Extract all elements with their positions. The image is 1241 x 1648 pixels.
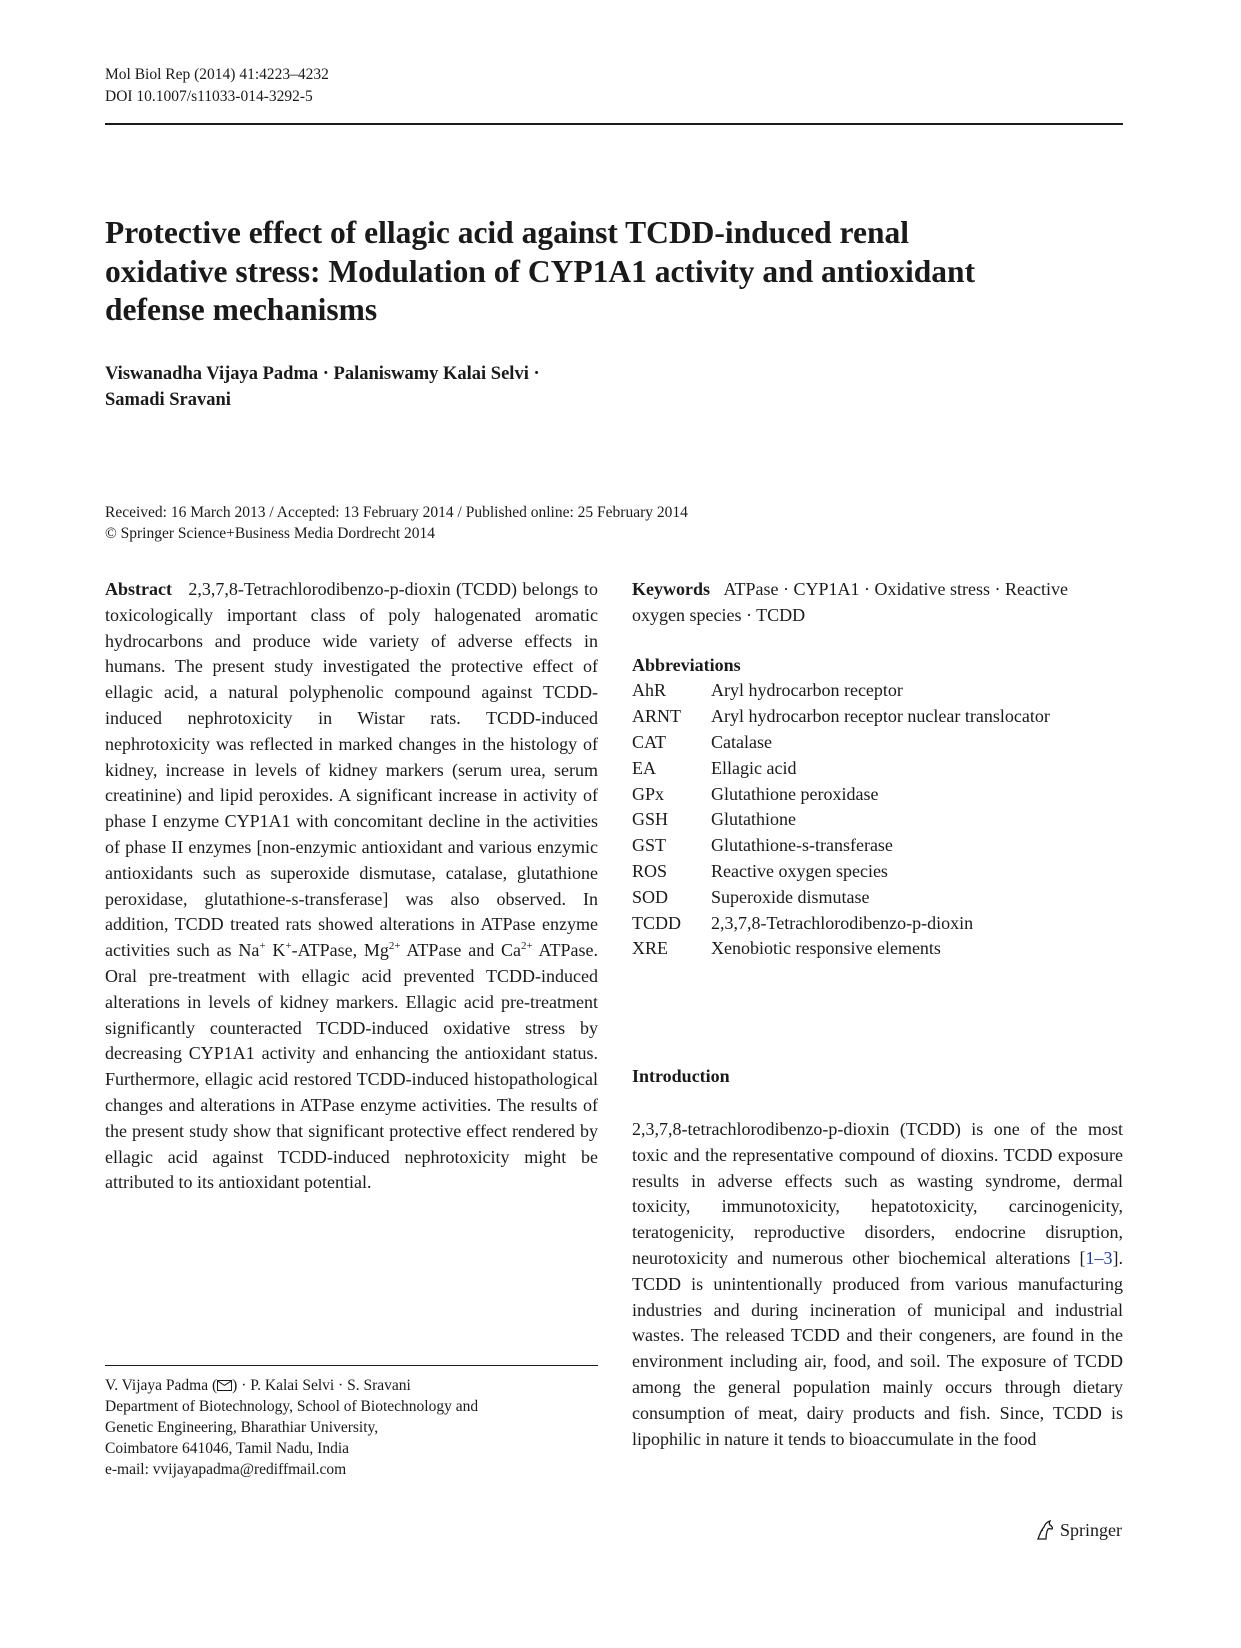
springer-horse-icon [1034,1519,1056,1541]
copyright-line: © Springer Science+Business Media Dordrecht 2014 [105,525,436,542]
abstract-text: -ATPase, Mg [291,940,389,961]
abbreviation-code: XRE [632,938,668,959]
affiliation-author-text: V. Vijaya Padma ( [105,1377,218,1394]
abbreviations-list [632,678,1123,962]
author-list [105,362,540,413]
abbreviation-item [632,911,1123,937]
abbreviation-definition: Glutathione peroxidase [711,783,879,804]
abbreviation-item [632,704,1123,730]
doi: DOI 10.1007/s11033-014-3292-5 [105,88,313,105]
abbreviations-heading: Abbreviations [632,654,741,675]
abbreviation-code: GST [632,835,667,856]
abbreviation-definition: Xenobiotic responsive elements [711,938,941,959]
envelope-icon [217,1380,232,1391]
abbreviation-definition: Catalase [711,731,772,752]
author-line: Samadi Sravani [105,389,231,410]
abbreviation-item [632,885,1123,911]
abbreviation-code: ROS [632,860,668,881]
abbreviation-item [632,833,1123,859]
left-column [105,577,598,1196]
abbreviation-definition: Superoxide dismutase [711,886,870,907]
abbreviation-item [632,678,1123,704]
abbreviation-definition: Glutathione [711,809,796,830]
abbreviation-definition: Aryl hydrocarbon receptor nuclear translocator [711,706,1050,727]
abstract-text: ATPase. Oral pre-treatment with ellagic acid prevented TCDD-induced alterations in levels of kidney markers. Ellagic acid pre-treatment significantly counteracted TCDD-induced oxidative stress by decreasing CYP1A1 activity and enhancing the antioxidant status. Furthermore, ellagic acid restored TCDD-induced histopathological changes and alterations in ATPase enzyme activities. The results of the present study show that significant protective effect rendered by ellagic acid against TCDD-induced nephrotoxicity might be attributed to its antioxidant potential. [105,940,598,1193]
abbreviation-definition: Ellagic acid [711,757,797,778]
abbreviation-code: GSH [632,809,669,830]
superscript: 2+ [388,940,401,953]
publisher-logo [1034,1519,1122,1541]
title-line: oxidative stress: Modulation of CYP1A1 activity and antioxidant [105,253,976,289]
affiliation-author-text: ) · P. Kalai Selvi · S. Sravani [232,1377,411,1394]
affiliation-email[interactable]: e-mail: vvijayapadma@rediffmail.com [105,1461,347,1478]
abstract-text: 2,3,7,8-Tetrachlorodibenzo-p-dioxin (TCDD) belongs to toxicologically important class of poly halogenated aromatic hydrocarbons and produce wide variety of adverse effects in humans. The present study investigated the protective effect of ellagic acid, a natural polyphenolic compound against TCDD-induced nephrotoxicity in Wistar rats. TCDD-induced nephrotoxicity was reflected in marked changes in the histology of kidney, increase in levels of kidney markers (serum urea, serum creatinine) and lipid peroxides. A significant increase in activity of phase I enzyme CYP1A1 with concomitant decline in the activities of phase II enzymes [non-enzymic antioxidant and various enzymic antioxidants such as superoxide dismutase, catalase, glutathione peroxidase, glutathione-s-transferase] was also observed. In addition, TCDD treated rats showed alterations in ATPase enzyme activities such as Na [105,579,598,961]
introduction-text [632,1117,1123,1452]
superscript: + [285,940,292,953]
abstract-text: K [265,940,286,961]
abbreviation-code: EA [632,757,656,778]
introduction-heading: Introduction [632,1066,730,1086]
abbreviation-code: CAT [632,731,667,752]
article-title [105,214,1125,330]
affiliation-line: Genetic Engineering, Bharathiar University, [105,1419,379,1436]
intro-text-part: 2,3,7,8-tetrachlorodibenzo-p-dioxin (TCDD) is one of the most toxic and the representative compound of dioxins. TCDD exposure results in adverse effects such as wasting syndrome, dermal toxicity, immunotoxicity, hepatotoxicity, carcinogenicity, teratogenicity, reproductive disorders, endocrine disruption, neurotoxicity and numerous other biochemical alterations [ [632,1119,1123,1268]
abstract-text: ATPase and Ca [400,940,521,961]
affiliation-authors [105,1375,478,1396]
footnote-rule [105,1365,598,1366]
abstract [105,577,598,1196]
abbreviation-definition: Reactive oxygen species [711,860,888,881]
keywords-text: ATPase · CYP1A1 · Oxidative stress · Reactive oxygen species · TCDD [632,579,1068,625]
title-line: defense mechanisms [105,292,378,327]
keywords-heading: Keywords [632,579,710,599]
author-line: Viswanadha Vijaya Padma · Palaniswamy Kalai Selvi · [105,364,540,384]
abbreviation-item [632,756,1123,782]
citation-link[interactable]: 1–3 [1085,1247,1113,1268]
affiliation-footnote [105,1375,478,1480]
journal-citation: Mol Biol Rep (2014) 41:4223–4232 [105,66,329,83]
abbreviation-code: ARNT [632,706,681,727]
dates-line: Received: 16 March 2013 / Accepted: 13 February 2014 / Published online: 25 February 2014 [105,504,688,521]
abbreviation-item [632,807,1123,833]
title-line: Protective effect of ellagic acid against TCDD-induced renal [105,215,909,250]
intro-text-part: ]. TCDD is unintentionally produced from various manufacturing industries and during incineration of municipal and industrial wastes. The released TCDD and their congeners, are found in the environment including air, food, and soil. The exposure of TCDD among the general population mainly occurs through dietary consumption of meat, dairy products and fish. Since, TCDD is lipophilic in nature it tends to bioaccumulate in the food [632,1247,1123,1449]
abbreviation-code: TCDD [632,912,681,933]
journal-header [105,64,329,108]
superscript: 2+ [520,940,533,953]
abbreviation-item [632,936,1123,962]
superscript: + [259,940,266,953]
abbreviation-code: GPx [632,783,665,804]
abbreviation-item [632,782,1123,808]
abbreviation-item [632,730,1123,756]
header-rule [105,123,1123,125]
affiliation-line: Coimbatore 641046, Tamil Nadu, India [105,1440,350,1457]
right-column [632,577,1123,962]
abbreviation-code: AhR [632,680,667,701]
abbreviation-definition: 2,3,7,8-Tetrachlorodibenzo-p-dioxin [711,912,974,933]
abbreviation-item [632,859,1123,885]
affiliation-line: Department of Biotechnology, School of Biotechnology and [105,1398,479,1415]
publisher-name: Springer [1060,1519,1122,1540]
keywords [632,577,1123,629]
publication-dates [105,502,688,544]
abbreviation-definition: Glutathione-s-transferase [711,835,893,856]
abbreviation-definition: Aryl hydrocarbon receptor [711,680,903,701]
abbreviation-code: SOD [632,886,669,907]
abstract-heading: Abstract [105,579,172,599]
